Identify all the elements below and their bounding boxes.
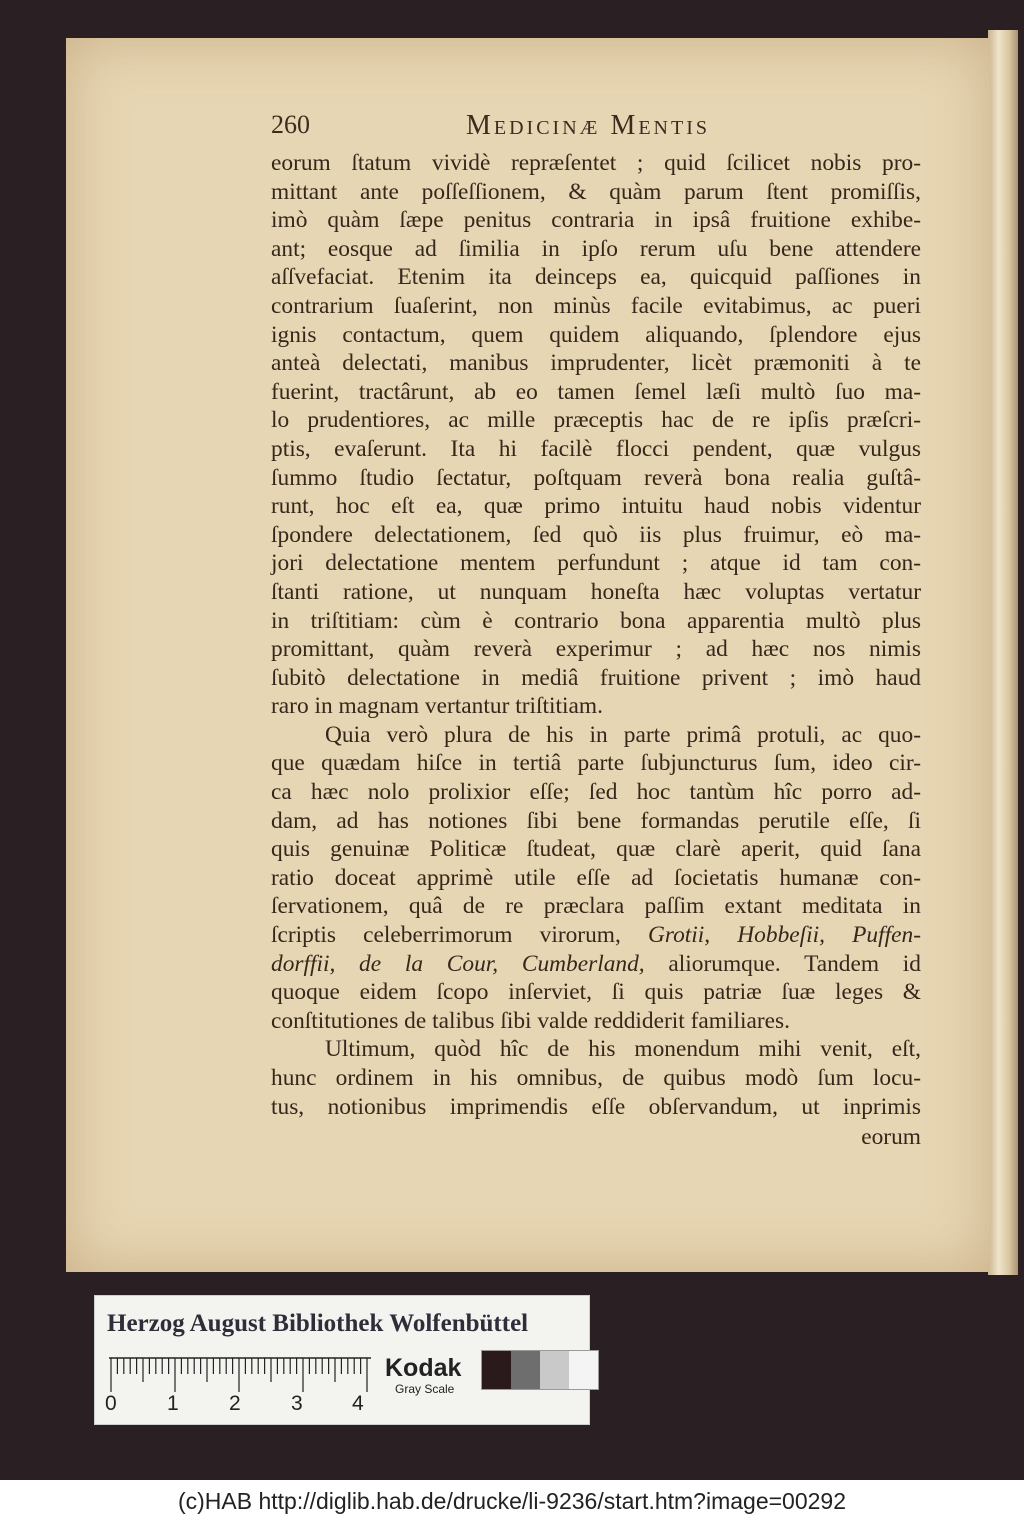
text-segment: ſcriptis celeberrimorum virorum, (271, 922, 621, 949)
text-line: ptis, evaſerunt. Ita hi facilè flocci pendent, quæ vulgus (271, 435, 921, 462)
text-line: promittant, quàm reverà experimur ; ad hæc nos nimis (271, 636, 921, 663)
text-line: ſtanti ratione, ut nunquam honeſta hæc voluptas vertatur (271, 578, 921, 605)
gray-swatches (481, 1350, 599, 1390)
ruler-number: 0 (105, 1392, 117, 1415)
text-line: ſervationem, quâ de re præclara paſſim extant meditata in (271, 893, 921, 920)
text-line: aſſvefaciat. Etenim ita deinceps ea, quicquid paſſiones in (271, 264, 921, 291)
text-line: quoque eidem ſcopo inſerviet, ſi quis patriæ ſuæ leges & (271, 979, 921, 1006)
text-line: ca hæc nolo prolixior eſſe; ſed hoc tantùm hîc porro ad- (271, 779, 921, 806)
text-line: anteà delectati, manibus imprudenter, licèt præmoniti à te (271, 350, 921, 377)
text-line: fuerint, tractârunt, ab eo tamen ſemel læſi multò ſuo ma- (271, 378, 921, 405)
text-line: conſtitutiones de talibus ſibi valde reddiderit familiares. (271, 1007, 791, 1034)
library-name: Herzog August Bibliothek Wolfenbüttel (107, 1310, 529, 1337)
swatch (540, 1351, 569, 1389)
ruler-number: 3 (291, 1392, 303, 1415)
page-text (271, 149, 921, 1152)
page-edge (988, 30, 1018, 1275)
swatch (569, 1351, 598, 1389)
text-line: ant; eosque ad ſimilia in ipſo rerum uſu bene attendere (271, 235, 921, 262)
text-line (271, 921, 921, 950)
text-line: jori delectatione mentem perfundunt ; atque id tam con- (271, 550, 921, 577)
text-line: ſubitò delectatione in mediâ fruitione privent ; imò haud (271, 664, 921, 691)
text-line: mittant ante poſſeſſionem, & quàm parum ſtent promiſſis, (271, 178, 921, 205)
ruler (109, 1356, 371, 1392)
text-line: tus, notionibus imprimendis eſſe obſervandum, ut inprimis (271, 1093, 921, 1120)
text-line: que quædam hiſce in tertiâ parte ſubjuncturus ſum, ideo cir- (271, 750, 921, 777)
text-line: ratio doceat apprimè utile eſſe ad ſocietatis humanæ con- (271, 864, 921, 891)
swatch (482, 1351, 511, 1389)
text-line: quis genuinæ Politicæ ſtudeat, quæ clarè aperit, quid ſana (271, 836, 921, 863)
ruler-number: 1 (167, 1392, 179, 1415)
text-segment: aliorumque. Tandem id (668, 950, 921, 977)
page-number: 260 (271, 110, 310, 139)
text-line: ſpondere delectationem, ſed quò iis plus fruimur, eò ma- (271, 521, 921, 548)
page-header (271, 110, 921, 150)
text-line (271, 950, 921, 979)
swatch (511, 1351, 540, 1389)
kodak-logo: Kodak (385, 1354, 462, 1382)
author-names: Grotii, Hobbeſii, Puffen- (647, 922, 921, 949)
text-line: in triſtitiam: cùm è contrario bona apparentia multò plus (271, 607, 921, 634)
catchword: eorum (861, 1124, 921, 1151)
author-names: dorffii, de la Cour, Cumberland, (271, 950, 645, 977)
scan-label-card (94, 1295, 590, 1425)
text-line: Quia verò plura de his in parte primâ protuli, ac quo- (325, 721, 921, 748)
text-line: dam, ad has notiones ſibi bene formandas perutile eſſe, ſi (271, 807, 921, 834)
text-line: Ultimum, quòd hîc de his monendum mihi venit, eſt, (325, 1036, 921, 1063)
text-line: hunc ordinem in his omnibus, de quibus modò ſum locu- (271, 1065, 921, 1091)
text-line: ſummo ſtudio ſectatur, poſtquam reverà bona realia guſtâ- (271, 464, 921, 491)
gray-scale-label: Gray Scale (395, 1382, 455, 1396)
text-line: lo prudentiores, ac mille præceptis hac de re ipſis præſcri- (271, 407, 921, 434)
copyright-footer: (c)HAB http://diglib.hab.de/drucke/li-9236/start.htm?image=00292 (0, 1480, 1024, 1523)
text-line: imò quàm ſæpe penitus contraria in ipsâ fruitione exhibe- (271, 207, 921, 234)
running-title: Medicinæ Mentis (466, 110, 710, 141)
text-line: runt, hoc eſt ea, quæ primo intuitu haud nobis videntur (271, 493, 921, 520)
ruler-number: 4 (352, 1392, 364, 1415)
text-line: raro in magnam vertantur triſtitiam. (271, 693, 603, 720)
text-line: ignis contactum, quem quidem aliquando, ſplendore ejus (271, 321, 921, 348)
text-line: eorum ſtatum vividè repræſentet ; quid ſcilicet nobis pro- (271, 150, 921, 176)
ruler-number: 2 (229, 1392, 241, 1415)
ruler-numbers (105, 1392, 375, 1418)
text-line: contrarium ſuaſerint, non minùs facile evitabimus, ac pueri (271, 292, 921, 319)
